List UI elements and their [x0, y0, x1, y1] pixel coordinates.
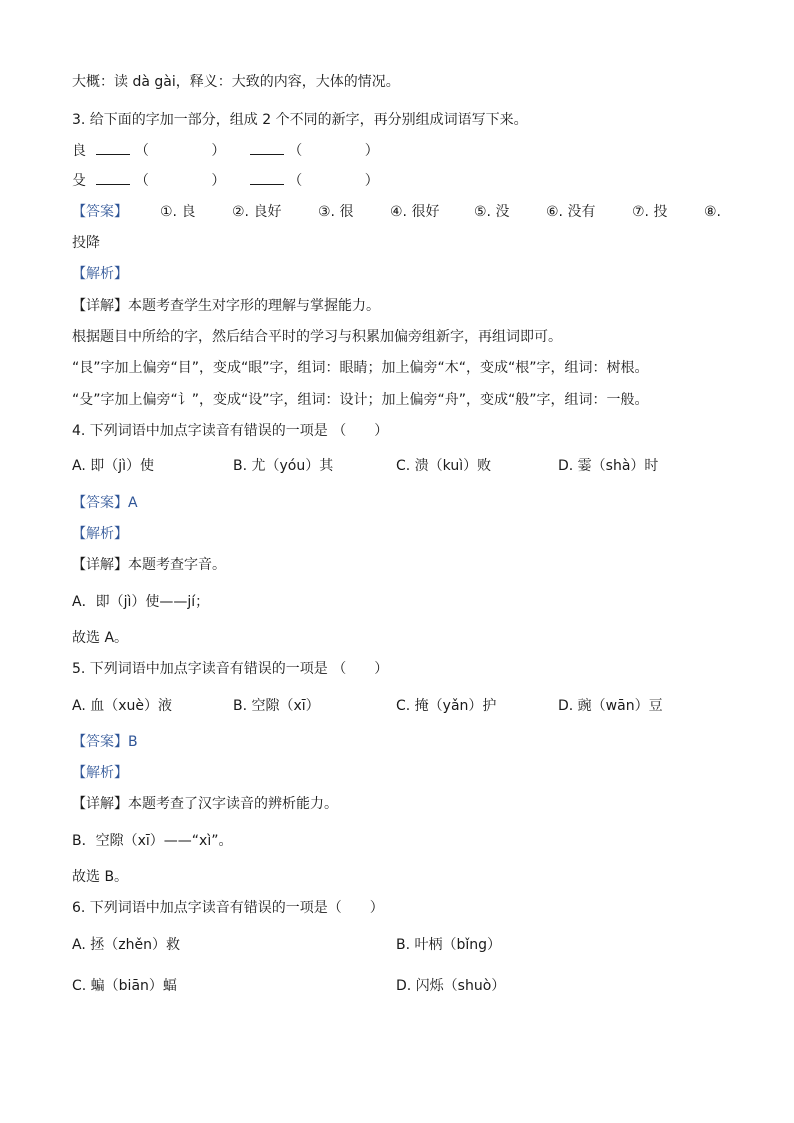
q5-option-c: C. 掩（yǎn）护	[396, 698, 497, 714]
q4-conclusion: 故选 A。	[72, 630, 129, 646]
q4-answer: 【答案】A	[72, 495, 138, 511]
paren-close: ）	[364, 143, 379, 159]
answer-blank	[96, 170, 130, 185]
q5-analysis-label: 【解析】	[72, 765, 128, 781]
paren-open: （	[288, 173, 303, 189]
q4-detail: 【详解】本题考查字音。	[72, 557, 226, 573]
q5-option-b: B. 空隙（xī）	[233, 698, 320, 714]
q3-answer-5: ⑤. 没	[474, 204, 510, 220]
q3-answer-7: ⑦. 投	[632, 204, 668, 220]
intro-line: 大概：读 dà gài，释义：大致的内容，大体的情况。	[72, 74, 400, 90]
q6-option-b: B. 叶柄（bǐng）	[396, 937, 502, 953]
q3-row2-char: 殳	[72, 173, 86, 189]
q3-stem: 3. 给下面的字加一部分，组成 2 个不同的新字，再分别组成词语写下来。	[72, 112, 528, 128]
q3-row-1	[72, 140, 379, 161]
q4-option-a: A. 即（jì）使	[72, 458, 155, 474]
q5-stem: 5. 下列词语中加点字读音有错误的一项是 （ ）	[72, 661, 389, 677]
q3-detail: 【详解】本题考查学生对字形的理解与掌握能力。	[72, 298, 380, 314]
paren-close: ）	[364, 173, 379, 189]
q5-answer: 【答案】B	[72, 734, 138, 750]
q3-answer-1: ①. 良	[160, 204, 196, 220]
q4-option-d: D. 霎（shà）时	[558, 458, 659, 474]
paren-open: （	[134, 143, 149, 159]
q5-option-d: D. 豌（wān）豆	[558, 698, 663, 714]
q3-analysis-label: 【解析】	[72, 266, 128, 282]
paren-open: （	[288, 143, 303, 159]
q5-option-a: A. 血（xuè）液	[72, 698, 173, 714]
answer-blank	[250, 140, 284, 155]
q3-answer-3: ③. 很	[318, 204, 354, 220]
q3-analysis-line-2: 根据题目中所给的字，然后结合平时的学习与积累加偏旁组新字，再组词即可。	[72, 329, 562, 345]
q4-option-c: C. 溃（kuì）败	[396, 458, 492, 474]
q6-option-c: C. 蝙（biān）蝠	[72, 978, 177, 994]
q3-answer-2: ②. 良好	[232, 204, 282, 220]
q3-answer-8: ⑧.	[704, 204, 722, 220]
q3-answer-6: ⑥. 没有	[546, 204, 596, 220]
answer-blank	[250, 170, 284, 185]
paren-open: （	[134, 173, 149, 189]
q4-option-b: B. 尤（yóu）其	[233, 458, 334, 474]
q4-stem: 4. 下列词语中加点字读音有错误的一项是 （ ）	[72, 423, 389, 439]
q3-row-2	[72, 170, 379, 191]
paren-close: ）	[211, 143, 226, 159]
q5-explain: B．空隙（xī）——“xì”。	[72, 833, 233, 849]
q6-option-d: D. 闪烁（shuò）	[396, 978, 506, 994]
q3-analysis-line-4: “殳”字加上偏旁“讠”，变成“设”字，组词：设计；加上偏旁“舟”，变成“般”字，组词：一般。	[72, 392, 649, 408]
q4-analysis-label: 【解析】	[72, 526, 128, 542]
q3-answer-4: ④. 很好	[390, 204, 440, 220]
q5-detail: 【详解】本题考查了汉字读音的辨析能力。	[72, 796, 338, 812]
q6-option-a: A. 拯（zhěn）救	[72, 937, 180, 953]
q3-analysis-line-3: “艮”字加上偏旁“目”，变成“眼”字，组词：眼睛；加上偏旁“木“，变成“根”字，组词：树根。	[72, 360, 649, 376]
paren-close: ）	[211, 173, 226, 189]
q5-conclusion: 故选 B。	[72, 869, 129, 885]
q6-stem: 6. 下列词语中加点字读音有错误的一项是（ ）	[72, 900, 384, 916]
q4-explain: A．即（jì）使——jí；	[72, 594, 210, 610]
q3-answer-label: 【答案】	[72, 204, 128, 220]
q3-row1-char: 良	[72, 143, 86, 159]
answer-blank	[96, 140, 130, 155]
q3-answer-wrap: 投降	[72, 235, 100, 251]
